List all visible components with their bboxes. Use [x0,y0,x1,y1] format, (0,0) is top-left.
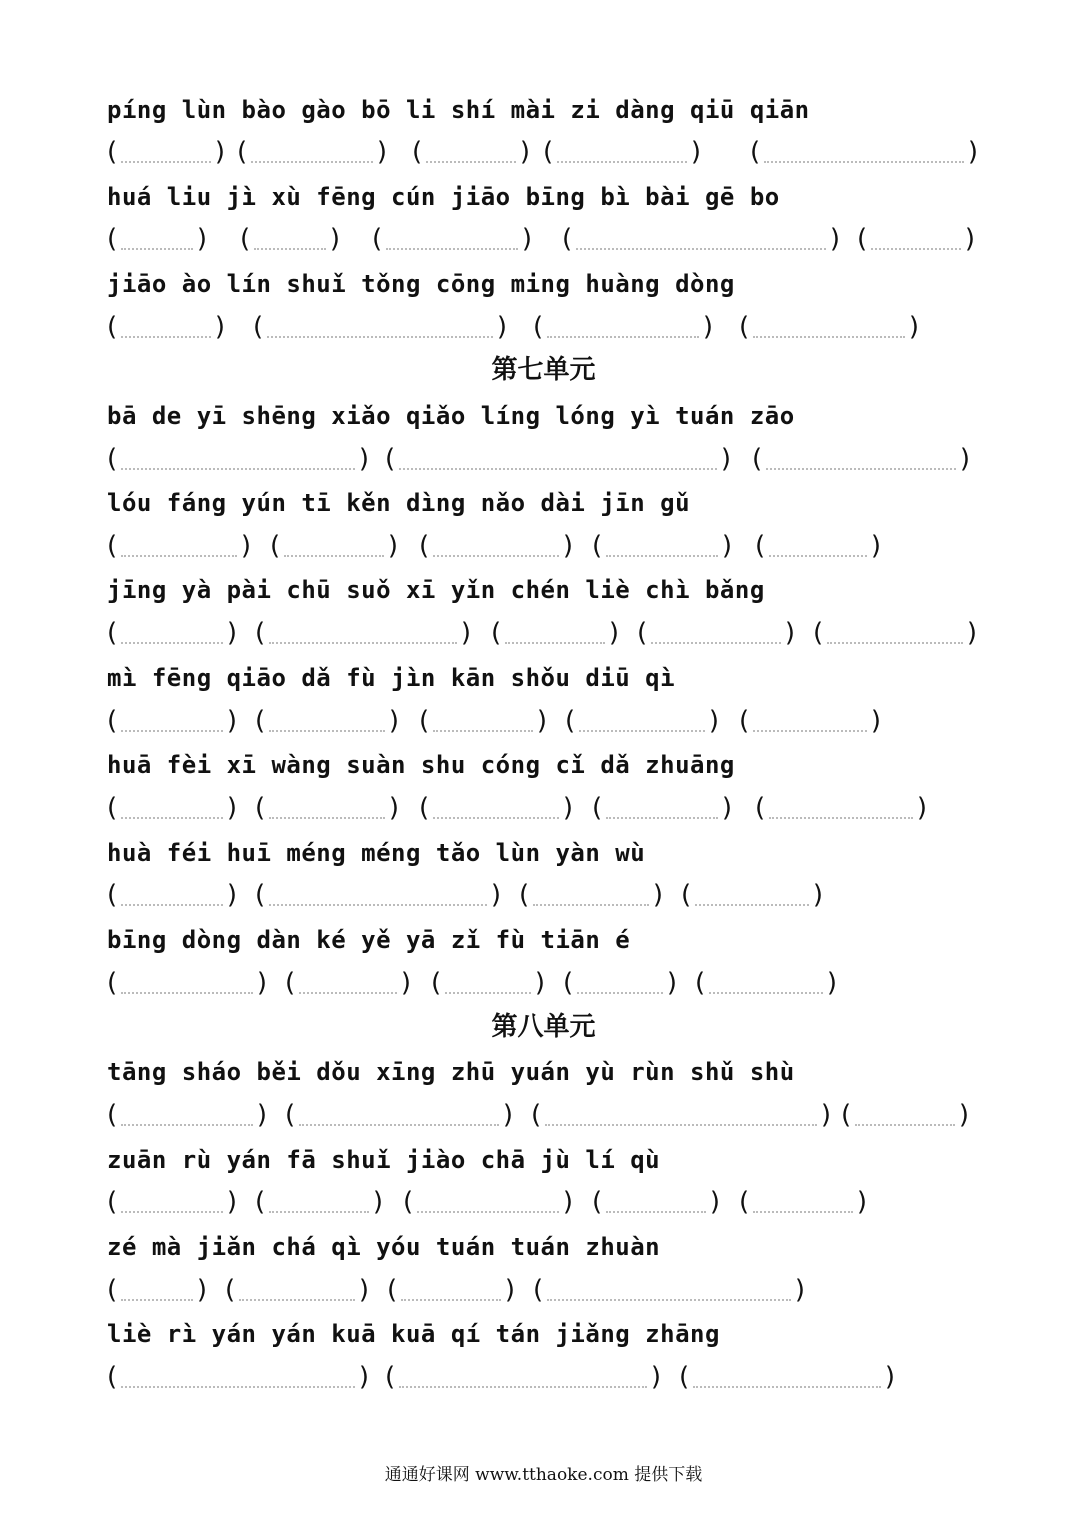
unit-8-title: 第八单元 [491,1012,596,1042]
answer-box[interactable]: ( ) [107,968,267,998]
answer-box[interactable]: ( ) [240,224,340,254]
answer-box[interactable]: ( ) [419,531,573,561]
answer-box[interactable]: ( ) [385,444,731,474]
answer-box[interactable]: ( ) [107,793,237,823]
answer-box[interactable]: ( ) [387,1275,515,1305]
answer-box[interactable]: ( ) [519,880,663,910]
answer-box[interactable]: ( ) [107,1362,369,1392]
answer-box[interactable]: ( ) [533,1275,805,1305]
pinyin-row-8: huā fèi xī wàng suàn shu cóng cǐ dǎ zhuāng [107,751,735,779]
answer-box[interactable]: ( ) [107,224,207,254]
answer-box[interactable]: ( ) [385,1362,661,1392]
answer-box[interactable]: ( ) [565,706,719,736]
pinyin-row-12: zuān rù yán fā shuǐ jiào chā jù lí qù [107,1146,661,1174]
answer-box[interactable]: ( ) [637,618,795,648]
answer-box[interactable]: ( ) [403,1187,573,1217]
answer-box[interactable]: ( ) [419,706,547,736]
answer-box[interactable]: ( ) [592,793,732,823]
answer-box[interactable]: ( ) [107,618,237,648]
answer-box[interactable]: ( ) [255,880,501,910]
pinyin-row-2: huá liu jì xù fēng cún jiāo bīng bì bài gē bo [107,183,780,211]
unit-7-title: 第七单元 [491,355,596,385]
answer-box[interactable]: ( ) [107,880,237,910]
answer-box[interactable]: ( ) [270,531,398,561]
answer-box[interactable]: ( ) [107,1100,267,1130]
pinyin-row-14: liè rì yán yán kuā kuā qí tán jiǎng zhāng [107,1320,720,1348]
answer-box[interactable]: ( ) [752,444,970,474]
answer-box[interactable]: ( ) [107,444,369,474]
answer-box[interactable]: ( ) [739,1187,867,1217]
pinyin-row-13: zé mà jiǎn chá qì yóu tuán tuán zhuàn [107,1233,661,1261]
answer-box[interactable]: ( ) [107,1187,237,1217]
pinyin-row-9: huà féi huī méng méng tǎo lùn yàn wù [107,839,646,867]
pinyin-row-1: píng lùn bào gào bō li shí mài zi dàng qiū qiān [107,96,810,124]
answer-box[interactable]: ( ) [237,137,387,167]
answer-box[interactable]: ( ) [543,137,701,167]
answer-box[interactable]: ( ) [533,312,713,342]
answer-box[interactable]: ( ) [285,1100,513,1130]
answer-box[interactable]: ( ) [107,531,251,561]
answer-box[interactable]: ( ) [563,968,677,998]
pinyin-row-3: jiāo ào lín shuǐ tǒng cōng ming huàng dòng [107,270,735,298]
answer-box[interactable]: ( ) [372,224,532,254]
answer-box[interactable]: ( ) [755,531,881,561]
answer-box[interactable]: ( ) [841,1100,969,1130]
answer-box[interactable]: ( ) [225,1275,369,1305]
answer-box[interactable]: ( ) [491,618,619,648]
answer-box[interactable]: ( ) [592,531,732,561]
footer-credit: 通通好课网 www.tthaoke.com 提供下载 [384,1465,703,1485]
answer-box[interactable]: ( ) [857,224,975,254]
pinyin-row-10: bīng dòng dàn ké yě yā zǐ fù tiān é [107,926,631,954]
answer-box[interactable]: ( ) [255,793,399,823]
answer-box[interactable]: ( ) [681,880,823,910]
answer-box[interactable]: ( ) [750,137,978,167]
answer-box[interactable]: ( ) [419,793,573,823]
answer-box[interactable]: ( ) [592,1187,720,1217]
answer-box[interactable]: ( ) [107,312,225,342]
pinyin-row-4: bā de yī shēng xiǎo qiǎo líng lóng yì tuán zāo [107,402,795,430]
answer-box[interactable]: ( ) [562,224,840,254]
answer-box[interactable]: ( ) [431,968,545,998]
answer-box[interactable]: ( ) [813,618,977,648]
pinyin-row-11: tāng sháo běi dǒu xīng zhū yuán yù rùn shǔ shù [107,1058,795,1086]
answer-box[interactable]: ( ) [107,137,225,167]
pinyin-row-7: mì fēng qiāo dǎ fù jìn kān shǒu diū qì [107,664,676,692]
answer-box[interactable]: ( ) [107,1275,207,1305]
answer-box[interactable]: ( ) [739,706,881,736]
answer-box[interactable]: ( ) [253,312,507,342]
answer-box[interactable]: ( ) [255,706,399,736]
answer-box[interactable]: ( ) [695,968,837,998]
answer-box[interactable]: ( ) [679,1362,895,1392]
answer-box[interactable]: ( ) [285,968,411,998]
answer-box[interactable]: ( ) [531,1100,831,1130]
answer-box[interactable]: ( ) [255,618,471,648]
answer-box[interactable]: ( ) [755,793,927,823]
answer-box[interactable]: ( ) [739,312,919,342]
answer-box[interactable]: ( ) [412,137,530,167]
pinyin-row-5: lóu fáng yún tī kěn dìng nǎo dài jīn gǔ [107,489,691,517]
pinyin-row-6: jīng yà pài chū suǒ xī yǐn chén liè chì bǎng [107,576,765,604]
answer-box[interactable]: ( ) [255,1187,383,1217]
answer-box[interactable]: ( ) [107,706,237,736]
